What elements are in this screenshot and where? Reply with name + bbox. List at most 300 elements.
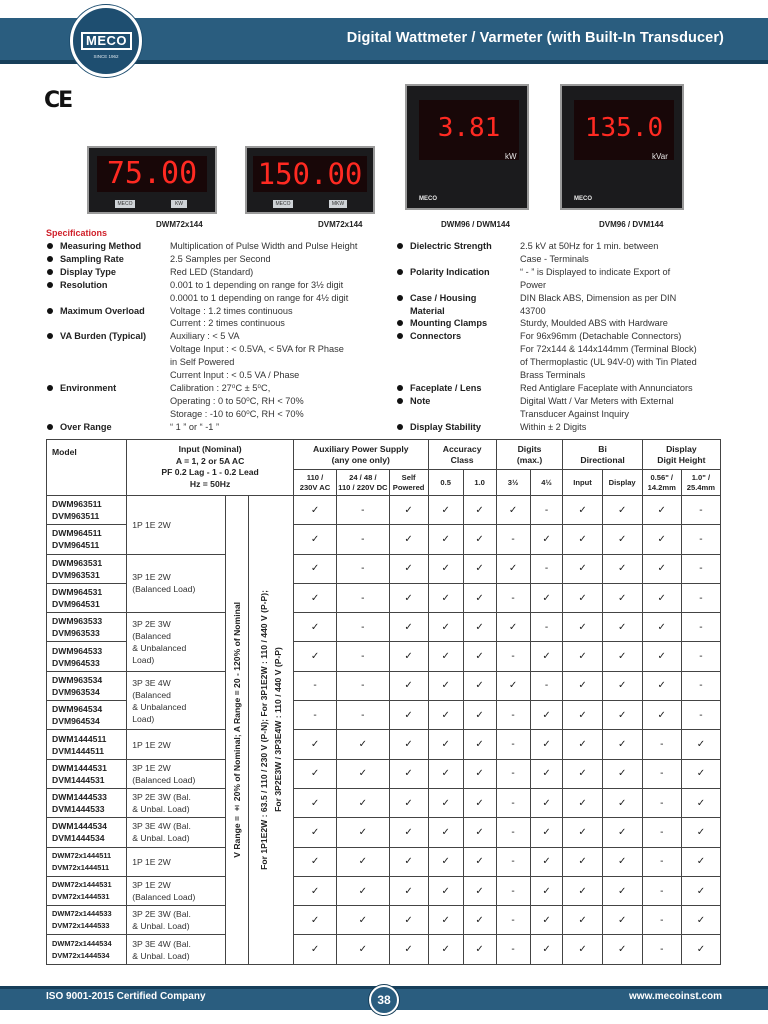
spec-value: Brass Terminals bbox=[520, 370, 586, 381]
spec-mark-cell: ✓ bbox=[293, 554, 336, 583]
model-code: DWM964533 bbox=[52, 645, 103, 656]
model-cell bbox=[47, 496, 127, 525]
meter-brand-tag: MECO bbox=[273, 200, 293, 208]
model-code: DVM963511 bbox=[52, 511, 100, 522]
spec-mark-cell: ✓ bbox=[389, 554, 428, 583]
footer-certification: ISO 9001-2015 Certified Company bbox=[46, 991, 206, 1002]
spec-key: Display Type bbox=[46, 266, 170, 279]
model-code: DVM963531 bbox=[52, 569, 100, 580]
spec-key: Measuring Method bbox=[46, 240, 170, 253]
header-line: Digit Height bbox=[657, 454, 706, 465]
spec-value: Multiplication of Pulse Width and Pulse Height bbox=[170, 241, 358, 251]
connection-type-cell bbox=[127, 730, 226, 759]
spec-value: Sturdy, Moulded ABS with Hardware bbox=[520, 318, 668, 329]
model-code: DWM1444531 bbox=[52, 762, 107, 773]
spec-key: Mounting Clamps bbox=[396, 317, 520, 330]
spec-mark-cell: ✓ bbox=[642, 701, 681, 730]
connection-type-line: (Balanced bbox=[132, 689, 171, 700]
header-line: 24 / 48 / bbox=[349, 472, 377, 482]
header-line: 1.0" / bbox=[691, 472, 711, 482]
meter-unit: kW bbox=[505, 152, 517, 161]
page-title: Digital Wattmeter / Varmeter (with Built-In Transducer) bbox=[346, 30, 724, 46]
spec-mark-cell: ✓ bbox=[563, 759, 602, 788]
meter-caption: DVM96 / DVM144 bbox=[599, 220, 664, 229]
voltage-range-note: V Range = ± 20% of Nominal; A Range = 20 - 120% of Nominal bbox=[231, 601, 242, 858]
spec-row bbox=[396, 279, 726, 292]
table-row bbox=[47, 906, 721, 935]
spec-mark-cell: - bbox=[496, 525, 530, 554]
sub-header-digits-4-5: 4½ bbox=[530, 470, 563, 496]
spec-mark-cell: - bbox=[337, 496, 389, 525]
spec-key-spacer bbox=[396, 343, 520, 356]
input-header-line: A = 1, 2 or 5A AC bbox=[175, 455, 245, 466]
spec-value: Voltage : 1.2 times continuous bbox=[170, 305, 293, 316]
spec-row bbox=[396, 343, 726, 356]
connection-type-line: & Unbal. Load) bbox=[132, 921, 190, 932]
spec-mark-cell: ✓ bbox=[293, 818, 336, 847]
model-cell bbox=[47, 906, 127, 935]
meter-caption: DVM72x144 bbox=[318, 220, 363, 229]
model-code: DWM1444511 bbox=[52, 733, 107, 744]
meco-logo bbox=[70, 5, 142, 77]
sub-header-self-powered bbox=[389, 470, 428, 496]
spec-value: Case - Terminals bbox=[520, 253, 589, 264]
spec-mark-cell: - bbox=[496, 906, 530, 935]
spec-value: Power bbox=[520, 279, 547, 290]
spec-mark-cell: ✓ bbox=[293, 642, 336, 671]
connection-type-cell bbox=[127, 788, 226, 817]
header-line: Digits bbox=[517, 443, 542, 454]
header-line: 110 / bbox=[306, 472, 324, 482]
spec-mark-cell: ✓ bbox=[530, 525, 563, 554]
spec-row bbox=[396, 369, 726, 382]
spec-key: VA Burden (Typical) bbox=[46, 330, 170, 343]
spec-mark-cell: ✓ bbox=[530, 642, 563, 671]
meter-image-dwm72x144 bbox=[87, 146, 217, 214]
spec-mark-cell: ✓ bbox=[563, 701, 602, 730]
spec-value: 43700 bbox=[520, 305, 546, 316]
spec-key: Sampling Rate bbox=[46, 253, 170, 266]
connection-type-line: & Unbal. Load) bbox=[132, 833, 190, 844]
connection-type-line: 1P 1E 2W bbox=[132, 519, 171, 530]
spec-mark-cell: - bbox=[681, 613, 720, 642]
spec-mark-cell: - bbox=[681, 701, 720, 730]
spec-mark-cell: ✓ bbox=[642, 496, 681, 525]
spec-mark-cell: ✓ bbox=[428, 906, 463, 935]
spec-mark-cell: - bbox=[496, 876, 530, 905]
sub-header-height-14mm bbox=[642, 470, 681, 496]
col-header-input bbox=[127, 440, 294, 496]
spec-mark-cell: - bbox=[642, 876, 681, 905]
model-code: DWM963531 bbox=[52, 557, 103, 568]
connection-type-cell bbox=[127, 554, 226, 613]
sub-header-acc-05: 0.5 bbox=[428, 470, 463, 496]
spec-mark-cell: - bbox=[496, 818, 530, 847]
spec-value: Operating : 0 to 50⁰C, RH < 70% bbox=[170, 395, 304, 406]
meter-display: 3.81 bbox=[419, 100, 519, 160]
spec-mark-cell: ✓ bbox=[463, 759, 496, 788]
spec-mark-cell: ✓ bbox=[681, 818, 720, 847]
spec-mark-cell: ✓ bbox=[602, 759, 642, 788]
table-row bbox=[47, 730, 721, 759]
spec-mark-cell: ✓ bbox=[337, 935, 389, 964]
spec-mark-cell: ✓ bbox=[463, 671, 496, 700]
header-line: Auxiliary Power Supply bbox=[313, 443, 409, 454]
input-range-note-1: For 1P1E2W : 63.5 / 110 / 230 V (P-N); For 3P1E2W : 110 / 440 V (P-P); bbox=[258, 589, 269, 870]
model-table bbox=[46, 439, 721, 965]
spec-mark-cell: ✓ bbox=[602, 876, 642, 905]
sub-header-dc bbox=[337, 470, 389, 496]
spec-mark-cell: ✓ bbox=[428, 701, 463, 730]
spec-mark-cell: ✓ bbox=[428, 730, 463, 759]
meter-caption: DWM96 / DWM144 bbox=[441, 220, 510, 229]
spec-mark-cell: ✓ bbox=[293, 876, 336, 905]
spec-mark-cell: ✓ bbox=[389, 788, 428, 817]
meter-unit-tag: MKW bbox=[329, 200, 347, 208]
model-code: DWM72x1444531 bbox=[52, 880, 112, 889]
spec-value: 0.0001 to 1 depending on range for 4½ digit bbox=[170, 292, 349, 303]
meter-display: 135.0 bbox=[574, 100, 674, 160]
meter-brand: MECO bbox=[574, 196, 592, 202]
model-code: DVM72x1444533 bbox=[52, 921, 110, 931]
spec-mark-cell: ✓ bbox=[337, 847, 389, 876]
spec-mark-cell: ✓ bbox=[463, 701, 496, 730]
spec-mark-cell: - bbox=[337, 525, 389, 554]
header-line: Directional bbox=[580, 454, 625, 465]
spec-mark-cell: ✓ bbox=[463, 876, 496, 905]
spec-value: Calibration : 27⁰C ± 5⁰C, bbox=[170, 382, 271, 393]
spec-mark-cell: ✓ bbox=[681, 876, 720, 905]
spec-mark-cell: - bbox=[496, 759, 530, 788]
spec-mark-cell: ✓ bbox=[602, 554, 642, 583]
spec-mark-cell: ✓ bbox=[293, 788, 336, 817]
spec-row bbox=[46, 240, 386, 253]
spec-mark-cell: ✓ bbox=[496, 496, 530, 525]
spec-mark-cell: ✓ bbox=[642, 642, 681, 671]
spec-mark-cell: ✓ bbox=[681, 730, 720, 759]
spec-mark-cell: ✓ bbox=[463, 847, 496, 876]
table-row bbox=[47, 847, 721, 876]
model-cell bbox=[47, 671, 127, 700]
spec-mark-cell: ✓ bbox=[563, 730, 602, 759]
spec-key-spacer bbox=[396, 408, 520, 421]
connection-type-cell bbox=[127, 876, 226, 905]
table-row bbox=[47, 818, 721, 847]
connection-type-line: (Balanced Load) bbox=[132, 892, 196, 902]
spec-mark-cell: - bbox=[642, 847, 681, 876]
input-range-note-2: For 3P2E3W / 3P3E4W : 110 / 440 V (P-P) bbox=[272, 647, 283, 813]
spec-mark-cell: - bbox=[337, 642, 389, 671]
spec-mark-cell: ✓ bbox=[293, 583, 336, 612]
spec-key-spacer bbox=[46, 292, 170, 305]
spec-mark-cell: - bbox=[681, 554, 720, 583]
spec-key-spacer bbox=[46, 369, 170, 382]
spec-value: in Self Powered bbox=[170, 357, 235, 368]
spec-row bbox=[46, 343, 386, 356]
spec-key: Over Range bbox=[46, 421, 170, 434]
spec-mark-cell: ✓ bbox=[563, 613, 602, 642]
model-code: DVM1444531 bbox=[52, 774, 105, 785]
header-line: Accuracy bbox=[442, 443, 482, 454]
spec-row bbox=[46, 369, 386, 382]
table-row bbox=[47, 788, 721, 817]
spec-mark-cell: ✓ bbox=[389, 935, 428, 964]
spec-mark-cell: - bbox=[337, 613, 389, 642]
spec-value: of Thermoplastic (UL 94V-0) with Tin Plated bbox=[520, 357, 697, 368]
spec-mark-cell: ✓ bbox=[563, 847, 602, 876]
spec-key: Connectors bbox=[396, 330, 520, 343]
connection-type-line: (Balanced Load) bbox=[132, 774, 196, 785]
model-code: DVM1444511 bbox=[52, 745, 105, 756]
spec-key: Note bbox=[396, 395, 520, 408]
spec-key: Environment bbox=[46, 382, 170, 395]
spec-mark-cell: - bbox=[642, 730, 681, 759]
spec-mark-cell: - bbox=[496, 701, 530, 730]
connection-type-cell bbox=[127, 671, 226, 730]
sub-header-bi-display: Display bbox=[602, 470, 642, 496]
meter-image-dvm96 bbox=[560, 84, 684, 210]
model-cell bbox=[47, 818, 127, 847]
header-line: Display bbox=[666, 443, 697, 454]
spec-mark-cell: ✓ bbox=[602, 642, 642, 671]
spec-mark-cell: ✓ bbox=[428, 935, 463, 964]
spec-key: Dielectric Strength bbox=[396, 240, 520, 253]
spec-mark-cell: ✓ bbox=[389, 876, 428, 905]
spec-mark-cell: ✓ bbox=[602, 496, 642, 525]
spec-mark-cell: ✓ bbox=[563, 583, 602, 612]
spec-mark-cell: - bbox=[530, 671, 563, 700]
spec-mark-cell: ✓ bbox=[463, 788, 496, 817]
connection-type-line: 3P 1E 2W bbox=[132, 880, 171, 890]
spec-row bbox=[396, 253, 726, 266]
model-cell bbox=[47, 935, 127, 964]
spec-mark-cell: ✓ bbox=[563, 642, 602, 671]
spec-row bbox=[396, 305, 726, 318]
spec-mark-cell: ✓ bbox=[496, 671, 530, 700]
col-header-model: Model bbox=[47, 440, 127, 496]
model-code: DVM964511 bbox=[52, 540, 100, 551]
model-code: DVM963534 bbox=[52, 686, 100, 697]
connection-type-cell bbox=[127, 935, 226, 964]
spec-mark-cell: ✓ bbox=[389, 642, 428, 671]
spec-key-spacer bbox=[396, 253, 520, 266]
header-line: Class bbox=[450, 454, 474, 465]
spec-value: 2.5 Samples per Second bbox=[170, 253, 271, 264]
spec-mark-cell: ✓ bbox=[428, 496, 463, 525]
spec-mark-cell: ✓ bbox=[389, 818, 428, 847]
spec-mark-cell: ✓ bbox=[293, 847, 336, 876]
model-code: DVM72x1444511 bbox=[52, 862, 110, 872]
connection-type-line: (Balanced bbox=[132, 630, 171, 641]
spec-row bbox=[396, 330, 726, 343]
spec-mark-cell: ✓ bbox=[642, 671, 681, 700]
spec-row bbox=[396, 356, 726, 369]
model-cell bbox=[47, 730, 127, 759]
table-row bbox=[47, 613, 721, 642]
spec-mark-cell: ✓ bbox=[602, 701, 642, 730]
spec-value: “ 1 ” or “ -1 ” bbox=[170, 421, 220, 432]
page-header bbox=[0, 0, 768, 78]
spec-value: Storage : -10 to 60⁰C, RH < 70% bbox=[170, 408, 304, 419]
model-code: DWM963533 bbox=[52, 616, 103, 627]
spec-mark-cell: ✓ bbox=[681, 906, 720, 935]
spec-key: Polarity Indication bbox=[396, 266, 520, 279]
spec-mark-cell: ✓ bbox=[496, 554, 530, 583]
spec-value: 0.001 to 1 depending on range for 3½ digit bbox=[170, 279, 344, 290]
spec-mark-cell: - bbox=[496, 583, 530, 612]
spec-mark-cell: ✓ bbox=[463, 906, 496, 935]
connection-type-line: & Unbalanced bbox=[132, 642, 187, 653]
spec-row bbox=[396, 382, 726, 395]
spec-mark-cell: ✓ bbox=[293, 935, 336, 964]
spec-mark-cell: ✓ bbox=[337, 818, 389, 847]
spec-mark-cell: ✓ bbox=[530, 847, 563, 876]
spec-mark-cell: ✓ bbox=[389, 906, 428, 935]
spec-value: Red Antiglare Faceplate with Annunciators bbox=[520, 382, 693, 393]
input-header-line: PF 0.2 Lag - 1 - 0.2 Lead bbox=[161, 467, 259, 477]
spec-row bbox=[46, 421, 386, 434]
connection-type-cell bbox=[127, 496, 226, 555]
header-line: Bi bbox=[598, 443, 607, 454]
spec-row bbox=[46, 317, 386, 330]
spec-mark-cell: - bbox=[337, 701, 389, 730]
header-line: 0.56" / bbox=[650, 472, 674, 482]
spec-mark-cell: ✓ bbox=[389, 759, 428, 788]
sub-header-110-230vac bbox=[293, 470, 336, 496]
spec-key: Faceplate / Lens bbox=[396, 382, 520, 395]
spec-mark-cell: ✓ bbox=[602, 818, 642, 847]
header-line: Powered bbox=[392, 482, 425, 492]
spec-mark-cell: ✓ bbox=[463, 730, 496, 759]
spec-value: Red LED (Standard) bbox=[170, 266, 254, 277]
specifications-left bbox=[46, 240, 386, 434]
page-number: 38 bbox=[369, 985, 399, 1015]
header-line: 110 / 220V DC bbox=[338, 482, 388, 492]
spec-mark-cell: ✓ bbox=[681, 847, 720, 876]
spec-mark-cell: ✓ bbox=[530, 583, 563, 612]
connection-type-cell bbox=[127, 613, 226, 672]
model-cell bbox=[47, 847, 127, 876]
model-code: DWM963534 bbox=[52, 674, 103, 685]
connection-type-line: 1P 1E 2W bbox=[132, 739, 171, 750]
spec-mark-cell: ✓ bbox=[337, 788, 389, 817]
spec-key-spacer bbox=[46, 395, 170, 408]
table-row bbox=[47, 671, 721, 700]
model-code: DVM1444534 bbox=[52, 833, 105, 844]
model-code: DWM964511 bbox=[52, 528, 102, 539]
model-cell bbox=[47, 642, 127, 671]
spec-mark-cell: ✓ bbox=[463, 496, 496, 525]
spec-mark-cell: - bbox=[681, 671, 720, 700]
spec-mark-cell: ✓ bbox=[293, 613, 336, 642]
spec-row bbox=[46, 292, 386, 305]
spec-mark-cell: ✓ bbox=[602, 906, 642, 935]
spec-mark-cell: - bbox=[496, 730, 530, 759]
spec-mark-cell: ✓ bbox=[428, 613, 463, 642]
range-note-cell bbox=[226, 496, 249, 965]
table-row bbox=[47, 935, 721, 964]
col-header-display-height bbox=[642, 440, 720, 470]
spec-row bbox=[396, 240, 726, 253]
spec-key-spacer bbox=[396, 356, 520, 369]
spec-mark-cell: ✓ bbox=[681, 788, 720, 817]
spec-key-spacer bbox=[396, 279, 520, 292]
spec-mark-cell: ✓ bbox=[563, 554, 602, 583]
spec-mark-cell: ✓ bbox=[530, 906, 563, 935]
spec-mark-cell: - bbox=[530, 496, 563, 525]
spec-row bbox=[396, 292, 726, 305]
spec-mark-cell: - bbox=[530, 554, 563, 583]
spec-row bbox=[46, 279, 386, 292]
connection-type-line: & Unbal. Load) bbox=[132, 950, 190, 961]
spec-value: Transducer Against Inquiry bbox=[520, 408, 629, 419]
meter-unit: kVar bbox=[652, 152, 668, 161]
spec-mark-cell: ✓ bbox=[293, 759, 336, 788]
input-header-line: Input (Nominal) bbox=[178, 444, 242, 454]
connection-type-cell bbox=[127, 906, 226, 935]
model-code: DVM72x1444531 bbox=[52, 892, 110, 901]
spec-mark-cell: - bbox=[681, 642, 720, 671]
spec-mark-cell: ✓ bbox=[681, 935, 720, 964]
spec-mark-cell: ✓ bbox=[389, 671, 428, 700]
connection-type-line: 3P 2E 3W (Bal. bbox=[132, 792, 191, 803]
sub-header-height-25mm bbox=[681, 470, 720, 496]
spec-mark-cell: ✓ bbox=[563, 671, 602, 700]
sub-header-bi-input: Input bbox=[563, 470, 602, 496]
spec-mark-cell: - bbox=[642, 906, 681, 935]
spec-mark-cell: ✓ bbox=[642, 613, 681, 642]
spec-mark-cell: ✓ bbox=[642, 583, 681, 612]
spec-mark-cell: ✓ bbox=[563, 496, 602, 525]
spec-value: Digital Watt / Var Meters with External bbox=[520, 395, 674, 406]
spec-mark-cell: ✓ bbox=[530, 788, 563, 817]
spec-mark-cell: ✓ bbox=[389, 730, 428, 759]
spec-mark-cell: ✓ bbox=[293, 730, 336, 759]
spec-mark-cell: ✓ bbox=[463, 935, 496, 964]
spec-mark-cell: - bbox=[681, 583, 720, 612]
footer-website: www.mecoinst.com bbox=[629, 991, 722, 1002]
spec-mark-cell: ✓ bbox=[563, 906, 602, 935]
spec-mark-cell: ✓ bbox=[463, 642, 496, 671]
connection-type-line: Load) bbox=[132, 713, 155, 724]
spec-mark-cell: ✓ bbox=[602, 525, 642, 554]
meter-unit-tag: KW bbox=[171, 200, 187, 208]
spec-mark-cell: ✓ bbox=[602, 583, 642, 612]
spec-row bbox=[396, 408, 726, 421]
sub-header-digits-3-5: 3½ bbox=[496, 470, 530, 496]
spec-value: Current Input : < 0.5 VA / Phase bbox=[170, 370, 300, 381]
spec-mark-cell: - bbox=[681, 496, 720, 525]
model-cell bbox=[47, 613, 127, 642]
spec-mark-cell: ✓ bbox=[463, 613, 496, 642]
spec-mark-cell: ✓ bbox=[530, 701, 563, 730]
spec-row bbox=[396, 395, 726, 408]
meter-image-dwm96 bbox=[405, 84, 529, 210]
spec-row bbox=[396, 266, 726, 279]
sub-header-acc-10: 1.0 bbox=[463, 470, 496, 496]
connection-type-line: (Balanced Load) bbox=[132, 584, 196, 595]
spec-value: For 72x144 & 144x144mm (Terminal Block) bbox=[520, 344, 697, 355]
model-code: DWM72x1444533 bbox=[52, 909, 112, 919]
spec-mark-cell: ✓ bbox=[389, 613, 428, 642]
spec-mark-cell: ✓ bbox=[563, 525, 602, 554]
spec-value: Within ± 2 Digits bbox=[520, 421, 587, 432]
col-header-digits bbox=[496, 440, 563, 470]
spec-mark-cell: - bbox=[337, 583, 389, 612]
meter-brand: MECO bbox=[419, 196, 437, 202]
connection-type-cell bbox=[127, 847, 226, 876]
spec-mark-cell: ✓ bbox=[602, 847, 642, 876]
